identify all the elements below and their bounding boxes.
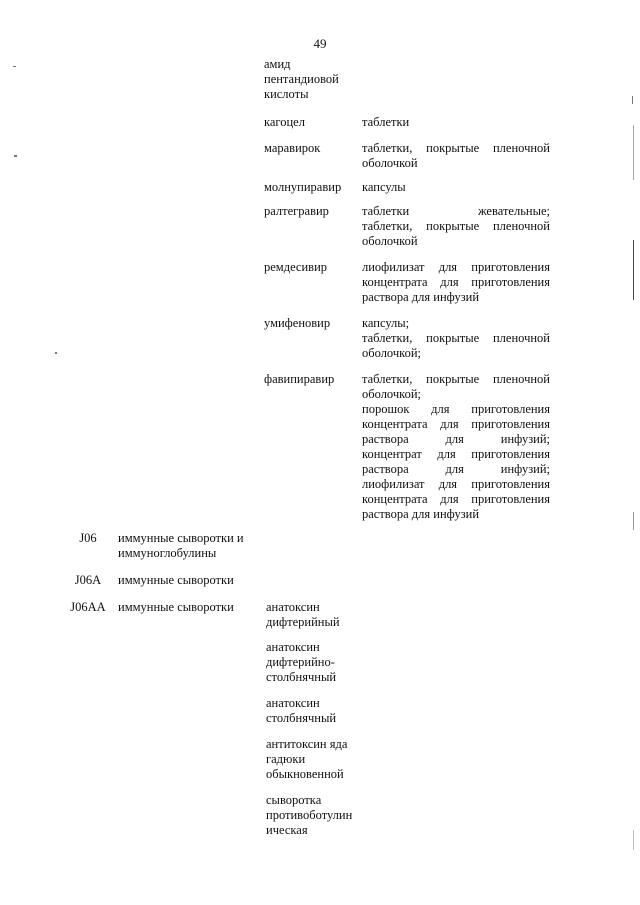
dosage-form-line: раствора для инфузий	[362, 507, 480, 521]
dosage-form-line: таблетки, покрытые пленочной	[362, 219, 550, 233]
atc-code: J06	[79, 531, 97, 545]
drug-name	[264, 180, 359, 195]
drug-name-line: ремдесивир	[264, 260, 328, 274]
scan-mark	[633, 512, 634, 530]
dosage-form	[362, 115, 550, 130]
dosage-form-line: лиофилизат для приготовления	[362, 477, 550, 491]
serum-name-line: антитоксин яда	[266, 737, 348, 751]
atc-group-name	[118, 600, 263, 615]
dosage-form-line: раствора для инфузий;	[362, 462, 550, 476]
scan-mark	[55, 352, 57, 354]
atc-group-name-line: иммунные сыворотки и	[118, 531, 244, 545]
dosage-form	[362, 372, 550, 522]
page-number: 49	[313, 36, 327, 51]
dosage-form-line: капсулы	[362, 180, 406, 194]
serum-name	[266, 737, 361, 782]
dosage-form-line: концентрата для приготовления	[362, 275, 550, 289]
atc-code: J06A	[74, 573, 102, 587]
dosage-form-line: таблетки, покрытые пленочной	[362, 331, 550, 345]
drug-name	[264, 115, 359, 130]
dosage-form-line: капсулы;	[362, 316, 410, 330]
dosage-form	[362, 204, 550, 249]
drug-name-line: кагоцел	[264, 115, 305, 129]
dosage-form	[362, 141, 550, 171]
scan-mark	[14, 155, 17, 157]
dosage-form-line: раствора для инфузий;	[362, 432, 550, 446]
dosage-form-line: оболочкой	[362, 234, 418, 248]
serum-name-line: столбнячный	[266, 670, 337, 684]
scan-mark	[13, 66, 16, 67]
dosage-form-line: оболочкой	[362, 156, 418, 170]
dosage-form-line: таблетки жевательные;	[362, 204, 550, 218]
serum-name-line: обыкновенной	[266, 767, 344, 781]
dosage-form-line: лиофилизат для приготовления	[362, 260, 550, 274]
serum-name-line: сыворотка	[266, 793, 322, 807]
drug-name-line: молнупиравир	[264, 180, 342, 194]
atc-group-name-line: иммунные сыворотки	[118, 573, 234, 587]
dosage-form-line: оболочкой;	[362, 346, 421, 360]
dosage-form	[362, 260, 550, 305]
dosage-form-line: концентрата для приготовления	[362, 492, 550, 506]
drug-name-line: кислоты	[264, 87, 309, 101]
serum-name	[266, 696, 361, 726]
drug-name-line: ралтегравир	[264, 204, 329, 218]
drug-name	[264, 372, 359, 387]
drug-name	[264, 204, 359, 219]
atc-group-name-line: иммунные сыворотки	[118, 600, 234, 614]
serum-name-line: столбнячный	[266, 711, 337, 725]
serum-name-line: гадюки	[266, 752, 306, 766]
dosage-form-line: таблетки, покрытые пленочной	[362, 372, 550, 386]
drug-name-line: амид	[264, 57, 291, 71]
dosage-form	[362, 180, 550, 195]
dosage-form	[362, 316, 550, 361]
dosage-form-line: порошок для приготовления	[362, 402, 550, 416]
atc-group-name-line: иммуноглобулины	[118, 546, 217, 560]
serum-name-line: ическая	[266, 823, 308, 837]
serum-name-line: анатоксин	[266, 696, 320, 710]
dosage-form-line: таблетки	[362, 115, 410, 129]
dosage-form-line: таблетки, покрытые пленочной	[362, 141, 550, 155]
serum-name	[266, 600, 361, 630]
serum-name-line: анатоксин	[266, 600, 320, 614]
drug-name-line: умифеновир	[264, 316, 331, 330]
drug-name-line: пентандиовой	[264, 72, 339, 86]
serum-name-line: противоботулин	[266, 808, 353, 822]
atc-group-name	[118, 531, 263, 561]
scan-mark	[633, 125, 634, 180]
drug-name	[264, 260, 359, 275]
drug-name	[264, 141, 359, 156]
dosage-form-line: раствора для инфузий	[362, 290, 480, 304]
drug-name-continuation	[264, 57, 359, 102]
scan-mark	[633, 830, 634, 850]
dosage-form-line: концентрата для приготовления	[362, 417, 550, 431]
drug-name-line: фавипиравир	[264, 372, 335, 386]
serum-name	[266, 793, 361, 838]
serum-name-line: анатоксин	[266, 640, 320, 654]
serum-name-line: дифтерийный	[266, 615, 340, 629]
drug-name-line: маравирок	[264, 141, 321, 155]
serum-name	[266, 640, 361, 685]
scan-mark	[633, 240, 634, 300]
scan-mark	[632, 96, 633, 104]
dosage-form-line: оболочкой;	[362, 387, 421, 401]
dosage-form-line: концентрат для приготовления	[362, 447, 550, 461]
atc-code: J06AA	[70, 600, 106, 614]
serum-name-line: дифтерийно-	[266, 655, 335, 669]
atc-group-name	[118, 573, 263, 588]
drug-name	[264, 316, 359, 331]
